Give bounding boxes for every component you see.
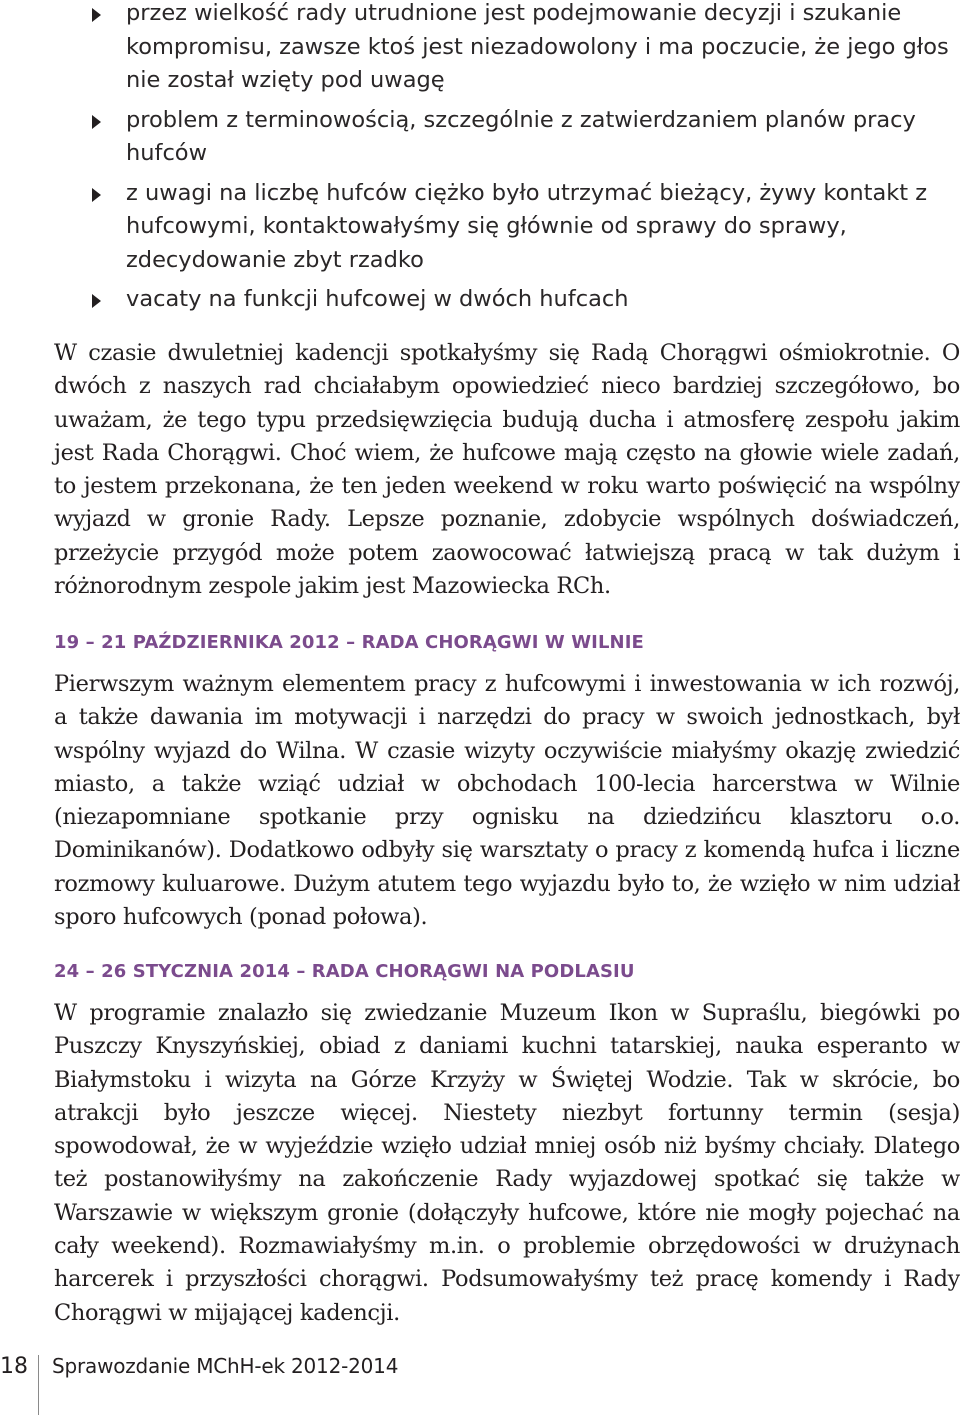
section-text: Pierwszym ważnym elementem pracy z hufcowymi i inwestowania w ich rozwój, a także dawania im motywacji i narzędzi do pracy w swoich jednostkach, był wspólny wyjazd do Wilna. W czasie wizyty oczywiście miałyśmy okazję zwiedzić miasto, a także wziąć udział w obchodach 100-lecia harcerstwa w Wilnie (niezapomniane spotkanie przy ognisku na dziedzińcu klasztoru o.o. Dominikanów). Dodatkowo odbyły się warsztaty o pracy z komendą hufca i liczne rozmowy kuluarowe. Dużym atutem tego wyjazdu było to, że wzięło w nim udział sporo hufcowych (ponad połowa). — [54, 671, 960, 931]
triangle-right-icon — [92, 8, 101, 22]
body-paragraph: W czasie dwuletniej kadencji spotkałyśmy się Radą Chorągwi ośmiokrotnie. O dwóch z naszych rad chciałabym opowiedzieć nieco bardziej szczegółowo, bo uważam, że tego typu przedsięwzięcia budują ducha i atmosferę zespołu jakim jest Rada Chorągwi. Choć wiem, że hufcowe mają często na głowie wiele zadań, to jestem przekonana, że ten jeden weekend w roku warto poświęcić na wspólny wyjazd w gronie Rady. Lepsze poznanie, zdobycie wspólnych doświadczeń, przeżycie przygód może potem zaowocować łatwiejszą pracą w tak dużym i różnorodnym zespole jakim jest Mazowiecka RCh. — [54, 340, 960, 600]
section-heading: 19 – 21 PAŹDZIERNIKA 2012 – RADA CHORĄGWI W WILNIE — [54, 632, 644, 653]
footer-title: Sprawozdanie MChH-ek 2012-2014 — [52, 1354, 399, 1378]
triangle-right-icon — [92, 115, 101, 129]
triangle-right-icon — [92, 294, 101, 308]
section-text: W programie znalazło się zwiedzanie Muzeum Ikon w Supraślu, biegówki po Puszczy Knyszyńskiej, obiad z daniami kuchni tatarskiej, nauka esperanto w Białymstoku i wizyta na Górze Krzyży w Świętej Wodzie. Tak w skrócie, bo atrakcji było jeszcze więcej. Niestety niezbyt fortunny termin (sesja) spowodował, że w wyjeździe wzięło udział mniej osób niż byśmy chciały. Dlatego też postanowiłyśmy na zakończenie Rady wyjazdowej spotkać się także w Warszawie w większym gronie (dołączyły hufcowe, które nie mogły pojechać na cały weekend). Rozmawiałyśmy m.in. o problemie obrzędowości w drużynach harcerek i przyszłości chorągwi. Podsumowałyśmy też pracę komendy i Rady Chorągwi w mijającej kadencji. — [54, 1000, 960, 1326]
bullet-text: vacaty na funkcji hufcowej w dwóch hufcach — [126, 286, 629, 312]
list-item — [88, 104, 960, 171]
section-heading: 24 – 26 STYCZNIA 2014 – RADA CHORĄGWI NA PODLASIU — [54, 961, 635, 982]
page-number: 18 — [0, 1354, 28, 1379]
footer-divider — [38, 1355, 39, 1415]
bullet-list — [88, 0, 960, 323]
list-item — [88, 0, 960, 98]
bullet-text: problem z terminowością, szczególnie z zatwierdzaniem planów pracy hufców — [126, 106, 916, 166]
triangle-right-icon — [92, 188, 101, 202]
bullet-text: z uwagi na liczbę hufców ciężko było utrzymać bieżący, żywy kontakt z hufcowymi, kontaktowałyśmy się głównie od sprawy do sprawy, zdecydowanie zbyt rzadko — [126, 179, 928, 273]
bullet-text: przez wielkość rady utrudnione jest podejmowanie decyzji i szukanie kompromisu, zawsze ktoś jest niezadowolony i ma poczucie, że jego głos nie został wzięty pod uwagę — [126, 0, 949, 93]
list-item — [88, 177, 960, 278]
list-item — [88, 283, 960, 317]
